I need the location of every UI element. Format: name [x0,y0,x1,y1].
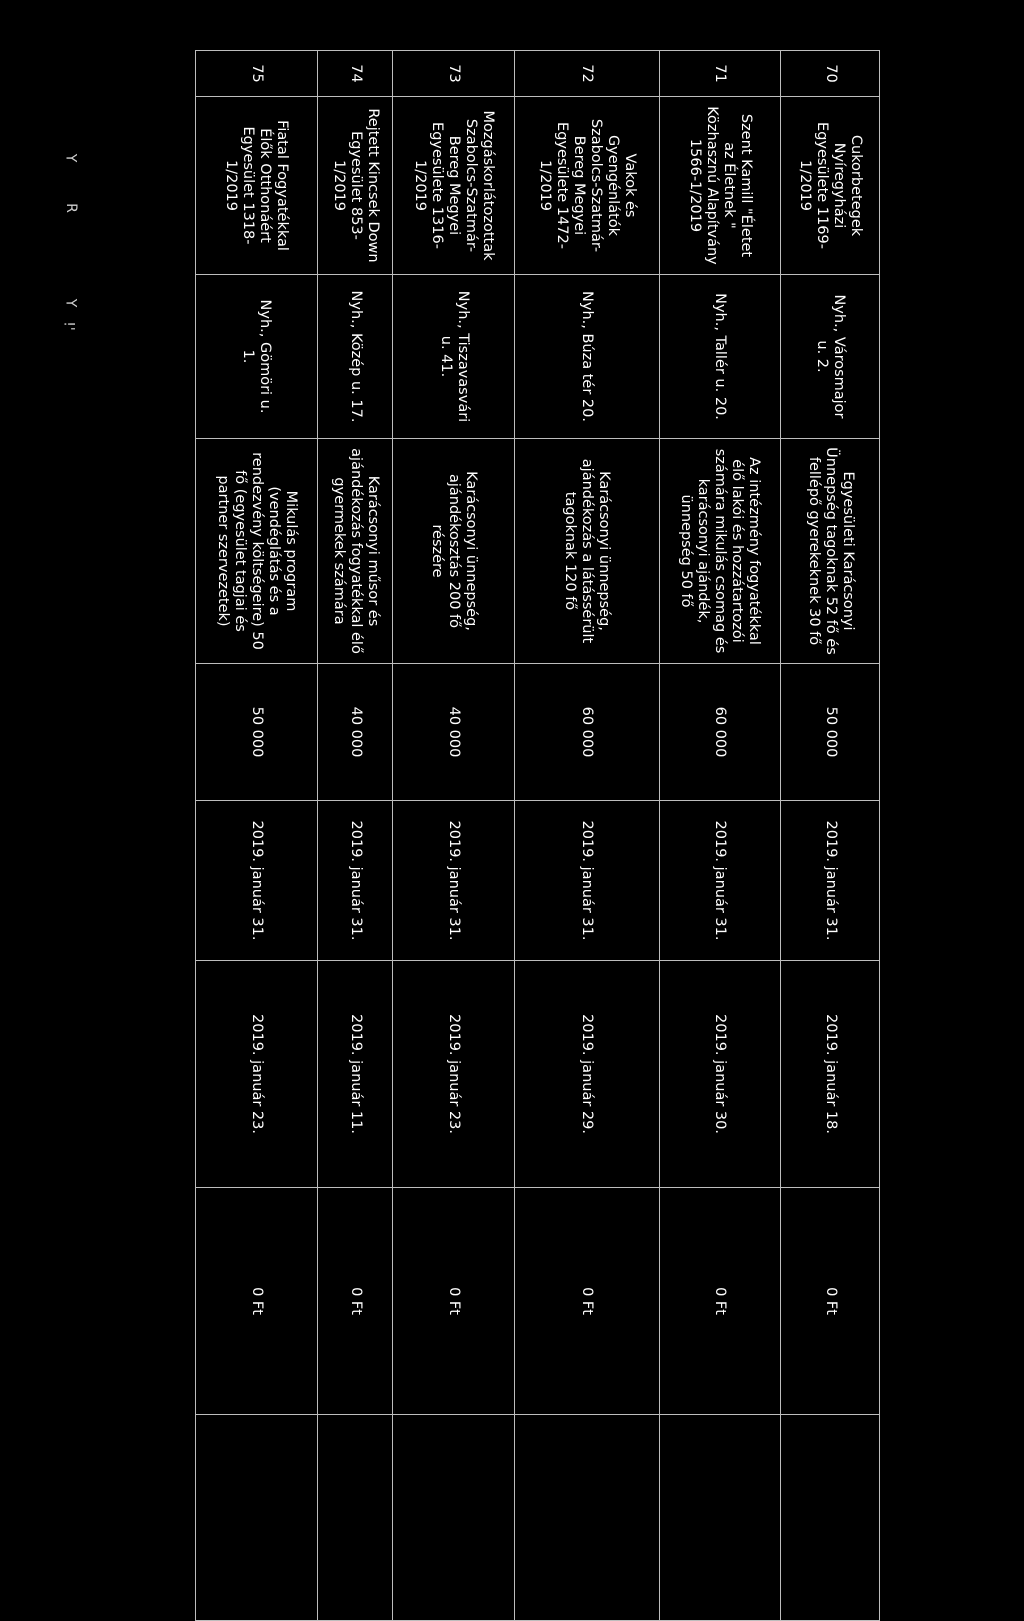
purpose-cell: Karácsonyi ünnepség, ajándékozás a látássérült tagoknak 120 fő [515,439,660,664]
row-number: 74 [317,51,393,97]
table-row [393,51,515,1621]
organization-cell: Mozgáskorlátozottak Szabolcs-Szatmár- Bereg Megyei Egyesülete 1316- 1/2019 [393,97,515,275]
table-row [781,51,880,1621]
remainder-cell: 0 Ft [317,1188,393,1415]
empty-cell [317,1415,393,1621]
scan-mark-4: !' [60,321,77,331]
address-cell: Nyh., Közép u. 17. [317,275,393,439]
row-number: 73 [393,51,515,97]
organization-cell: Fiatal Fogyatékkal Élők Otthonáért Egyesület 1318- 1/2019 [196,97,318,275]
amount-cell: 50 000 [781,664,880,801]
scan-mark-2: R [62,203,79,213]
table-row [515,51,660,1621]
address-cell: Nyh., Gömöri u. 1. [196,275,318,439]
amount-cell: 60 000 [659,664,781,801]
table-row [317,51,393,1621]
purpose-cell: Egyesületi Karácsonyi Ünnepség tagoknak 52 fő és fellépő gyerekeknek 30 fő [781,439,880,664]
address-cell: Nyh., Tallér u. 20. [659,275,781,439]
purpose-cell: Karácsonyi ünnepség, ajándékosztás 200 fő részére [393,439,515,664]
organization-cell: Cukorbetegek Nyíregyházi Egyesülete 1169- 1/2019 [781,97,880,275]
address-cell: Nyh., Búza tér 20. [515,275,660,439]
row-number: 75 [196,51,318,97]
deadline-cell: 2019. január 31. [781,801,880,961]
organization-cell: Szent Kamill "Életet az Életnek " Közhasznú Alapítvány 1566-1/2019 [659,97,781,275]
row-number: 70 [781,51,880,97]
settlement-date-cell: 2019. január 11. [317,961,393,1188]
scan-mark-1: Y [62,153,79,163]
address-cell: Nyh., Tiszavasvári u. 41. [393,275,515,439]
remainder-cell: 0 Ft [196,1188,318,1415]
empty-cell [515,1415,660,1621]
purpose-cell: Karácsonyi műsor és ajándékozás fogyatékkal élő gyermekek számára [317,439,393,664]
organization-cell: Vakok és Gyengénlátók Szabolcs-Szatmár- Bereg Megyei Egyesülete 1472- 1/2019 [515,97,660,275]
empty-cell [781,1415,880,1621]
amount-cell: 50 000 [196,664,318,801]
rotated-table-container [195,50,880,1620]
scan-mark-3: Y [62,298,79,308]
remainder-cell: 0 Ft [515,1188,660,1415]
settlement-date-cell: 2019. január 29. [515,961,660,1188]
settlement-date-cell: 2019. január 23. [196,961,318,1188]
row-number: 71 [659,51,781,97]
deadline-cell: 2019. január 31. [317,801,393,961]
settlement-date-cell: 2019. január 30. [659,961,781,1188]
amount-cell: 40 000 [317,664,393,801]
organization-cell: Rejtett Kincsek Down Egyesület 853- 1/2019 [317,97,393,275]
address-cell: Nyh., Városmajor u. 2. [781,275,880,439]
row-number: 72 [515,51,660,97]
remainder-cell: 0 Ft [781,1188,880,1415]
amount-cell: 60 000 [515,664,660,801]
settlement-date-cell: 2019. január 23. [393,961,515,1188]
grant-table [195,50,880,1621]
table-row [196,51,318,1621]
empty-cell [196,1415,318,1621]
empty-cell [393,1415,515,1621]
amount-cell: 40 000 [393,664,515,801]
settlement-date-cell: 2019. január 18. [781,961,880,1188]
deadline-cell: 2019. január 31. [515,801,660,961]
deadline-cell: 2019. január 31. [659,801,781,961]
remainder-cell: 0 Ft [659,1188,781,1415]
deadline-cell: 2019. január 31. [393,801,515,961]
remainder-cell: 0 Ft [393,1188,515,1415]
table-row [659,51,781,1621]
purpose-cell: Az intézmény fogyatékkal élő lakói és hozzátartozói számára mikulás csomag és karácsonyi ajándék, ünnepség 50 fő [659,439,781,664]
purpose-cell: Mikulás program (vendéglátás és a rendezvény költségeire) 50 fő (egyesület tagjai és partner szervezetek) [196,439,318,664]
empty-cell [659,1415,781,1621]
deadline-cell: 2019. január 31. [196,801,318,961]
